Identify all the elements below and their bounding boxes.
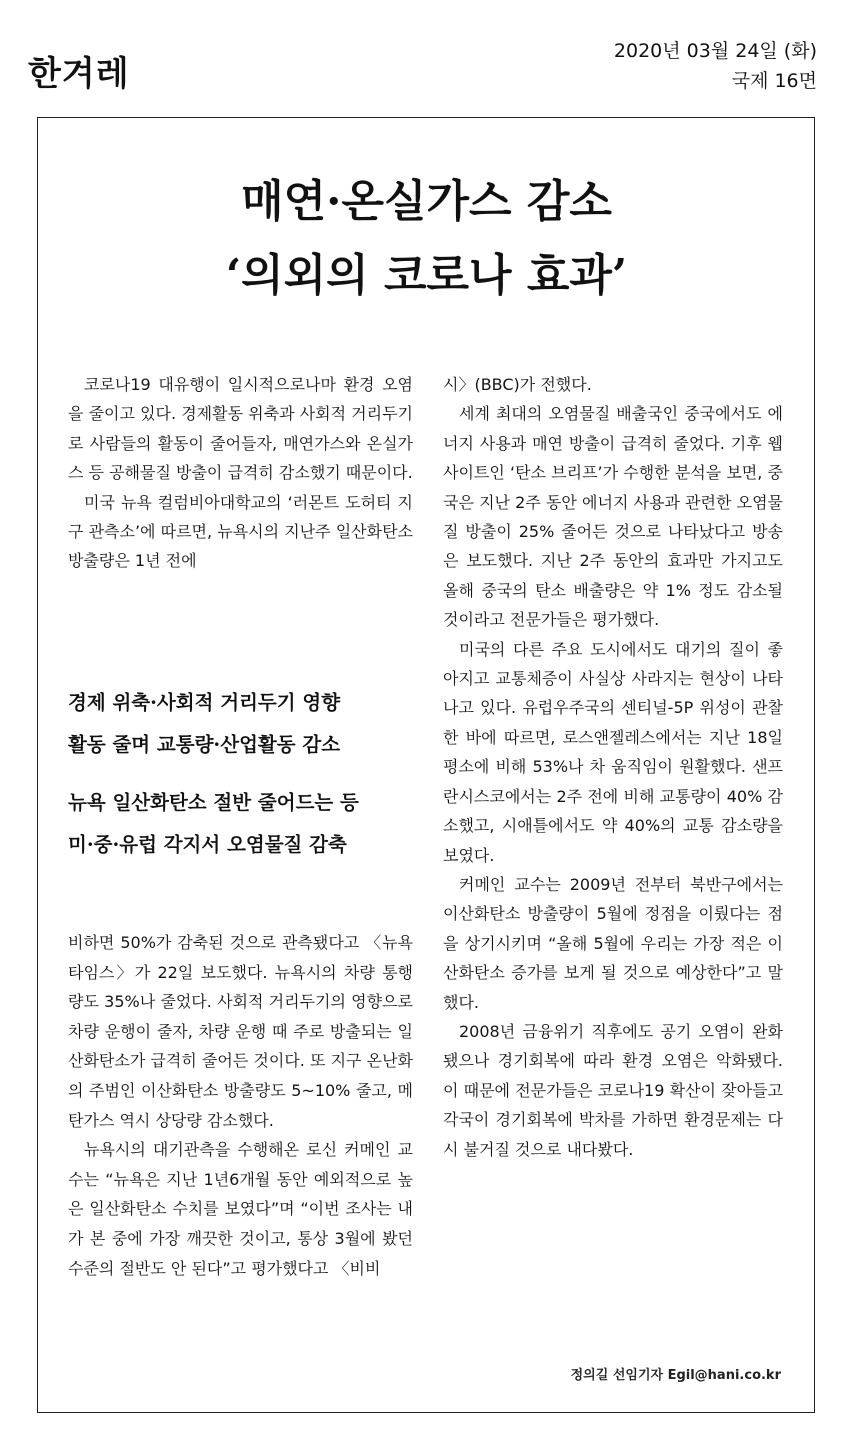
paragraph: 커메인 교수는 2009년 전부터 북반구에서는 이산화탄소 방출량이 5월에 정점을 이뤘다는 점을 상기시키며 “올해 5월에 우리는 가장 적은 이산화탄소 증가를 보게 될 것으로 예상한다”고 말했다. (443, 874, 783, 1012)
subhead-group-2 (68, 782, 413, 866)
body-column-right (443, 370, 783, 1164)
headline-line-2: ‘의외의 코로나 효과’ (225, 250, 628, 301)
paragraph: 뉴욕시의 대기관측을 수행해온 로신 커메인 교수는 “뉴욕은 지난 1년6개월 동안 예외적으로 높은 일산화탄소 수치를 보였다”며 “이번 조사는 내가 본 중에 가장 깨끗한 것이고, 통상 3월에 봤던 수준의 절반도 안 된다”고 평가했다고 〈비비 (68, 1140, 413, 1278)
subhead-line: 경제 위축·사회적 거리두기 영향 (68, 691, 341, 714)
paragraph: 2008년 금융위기 직후에도 공기 오염이 완화됐으나 경기회복에 따라 환경 오염은 악화됐다. 이 때문에 전문가들은 코로나19 확산이 잦아들고 각국이 경기회복에 박차를 가하면 환경문제는 다시 불거질 것으로 내다봤다. (443, 1021, 783, 1159)
subheadlines (68, 682, 413, 866)
headline-line-1: 매연·온실가스 감소 (241, 176, 612, 227)
section-page: 국제 16면 (731, 70, 817, 92)
headline (0, 165, 853, 313)
paragraph: 비하면 50%가 감축된 것으로 관측됐다고 〈뉴욕 타임스〉가 22일 보도했다. 뉴욕시의 차량 통행량도 35%나 줄었다. 사회적 거리두기의 영향으로 차량 운행이 줄자, 차량 운행 때 주로 방출되는 일산화탄소가 급격히 줄어든 것이다. 또 지구 온난화의 주범인 이산화탄소 방출량도 5~10% 줄고, 메탄가스 역시 상당량 감소했다. (68, 933, 413, 1130)
paragraph: 미국 뉴욕 컬럼비아대학교의 ‘러몬트 도허티 지구 관측소’에 따르면, 뉴욕시의 지난주 일산화탄소 방출량은 1년 전에 (68, 492, 413, 571)
subhead-line: 뉴욕 일산화탄소 절반 줄어드는 등 (68, 791, 359, 814)
masthead-logo: 한겨레 (28, 54, 130, 94)
paragraph: 미국의 다른 주요 도시에서도 대기의 질이 좋아지고 교통체증이 사실상 사라지는 현상이 나타나고 있다. 유럽우주국의 센티널-5P 위성이 관찰한 바에 따르면, 로스앤젤레스에서는 지난 18일 평소에 비해 53%나 차 움직임이 원활했다. 샌프란시스코에서는 2주 전에 비해 교통량이 40% 감소했고, 시애틀에서도 약 40%의 교통 감소량을 보였다. (443, 639, 783, 865)
byline: 정의길 선임기자 Egil@hani.co.kr (570, 1368, 781, 1383)
subhead-line: 활동 줄며 교통량·산업활동 감소 (68, 733, 341, 756)
body-column-left-bottom (68, 928, 413, 1283)
paragraph: 코로나19 대유행이 일시적으로나마 환경 오염을 줄이고 있다. 경제활동 위축과 사회적 거리두기로 사람들의 활동이 줄어들자, 매연가스와 온실가스 등 공해물질 방출이 급격히 감소했기 때문이다. (68, 375, 413, 483)
dateline (614, 36, 817, 96)
body-column-left-top (68, 370, 413, 576)
subhead-group-1 (68, 682, 413, 766)
paragraph: 시〉(BBC)가 전했다. (443, 375, 592, 394)
paragraph: 세계 최대의 오염물질 배출국인 중국에서도 에너지 사용과 매연 방출이 급격히 줄었다. 기후 웹사이트인 ‘탄소 브리프’가 수행한 분석을 보면, 중국은 지난 2주 동안 에너지 사용과 관련한 오염물질 방출이 25% 줄어든 것으로 나타났다고 방송은 보도했다. 지난 2주 동안의 효과만 가지고도 올해 중국의 탄소 배출량은 약 1% 정도 감소될 것이라고 전문가들은 평가했다. (443, 404, 783, 630)
subhead-line: 미·중·유럽 각지서 오염물질 감축 (68, 833, 347, 856)
publish-date: 2020년 03월 24일 (화) (613, 40, 817, 62)
